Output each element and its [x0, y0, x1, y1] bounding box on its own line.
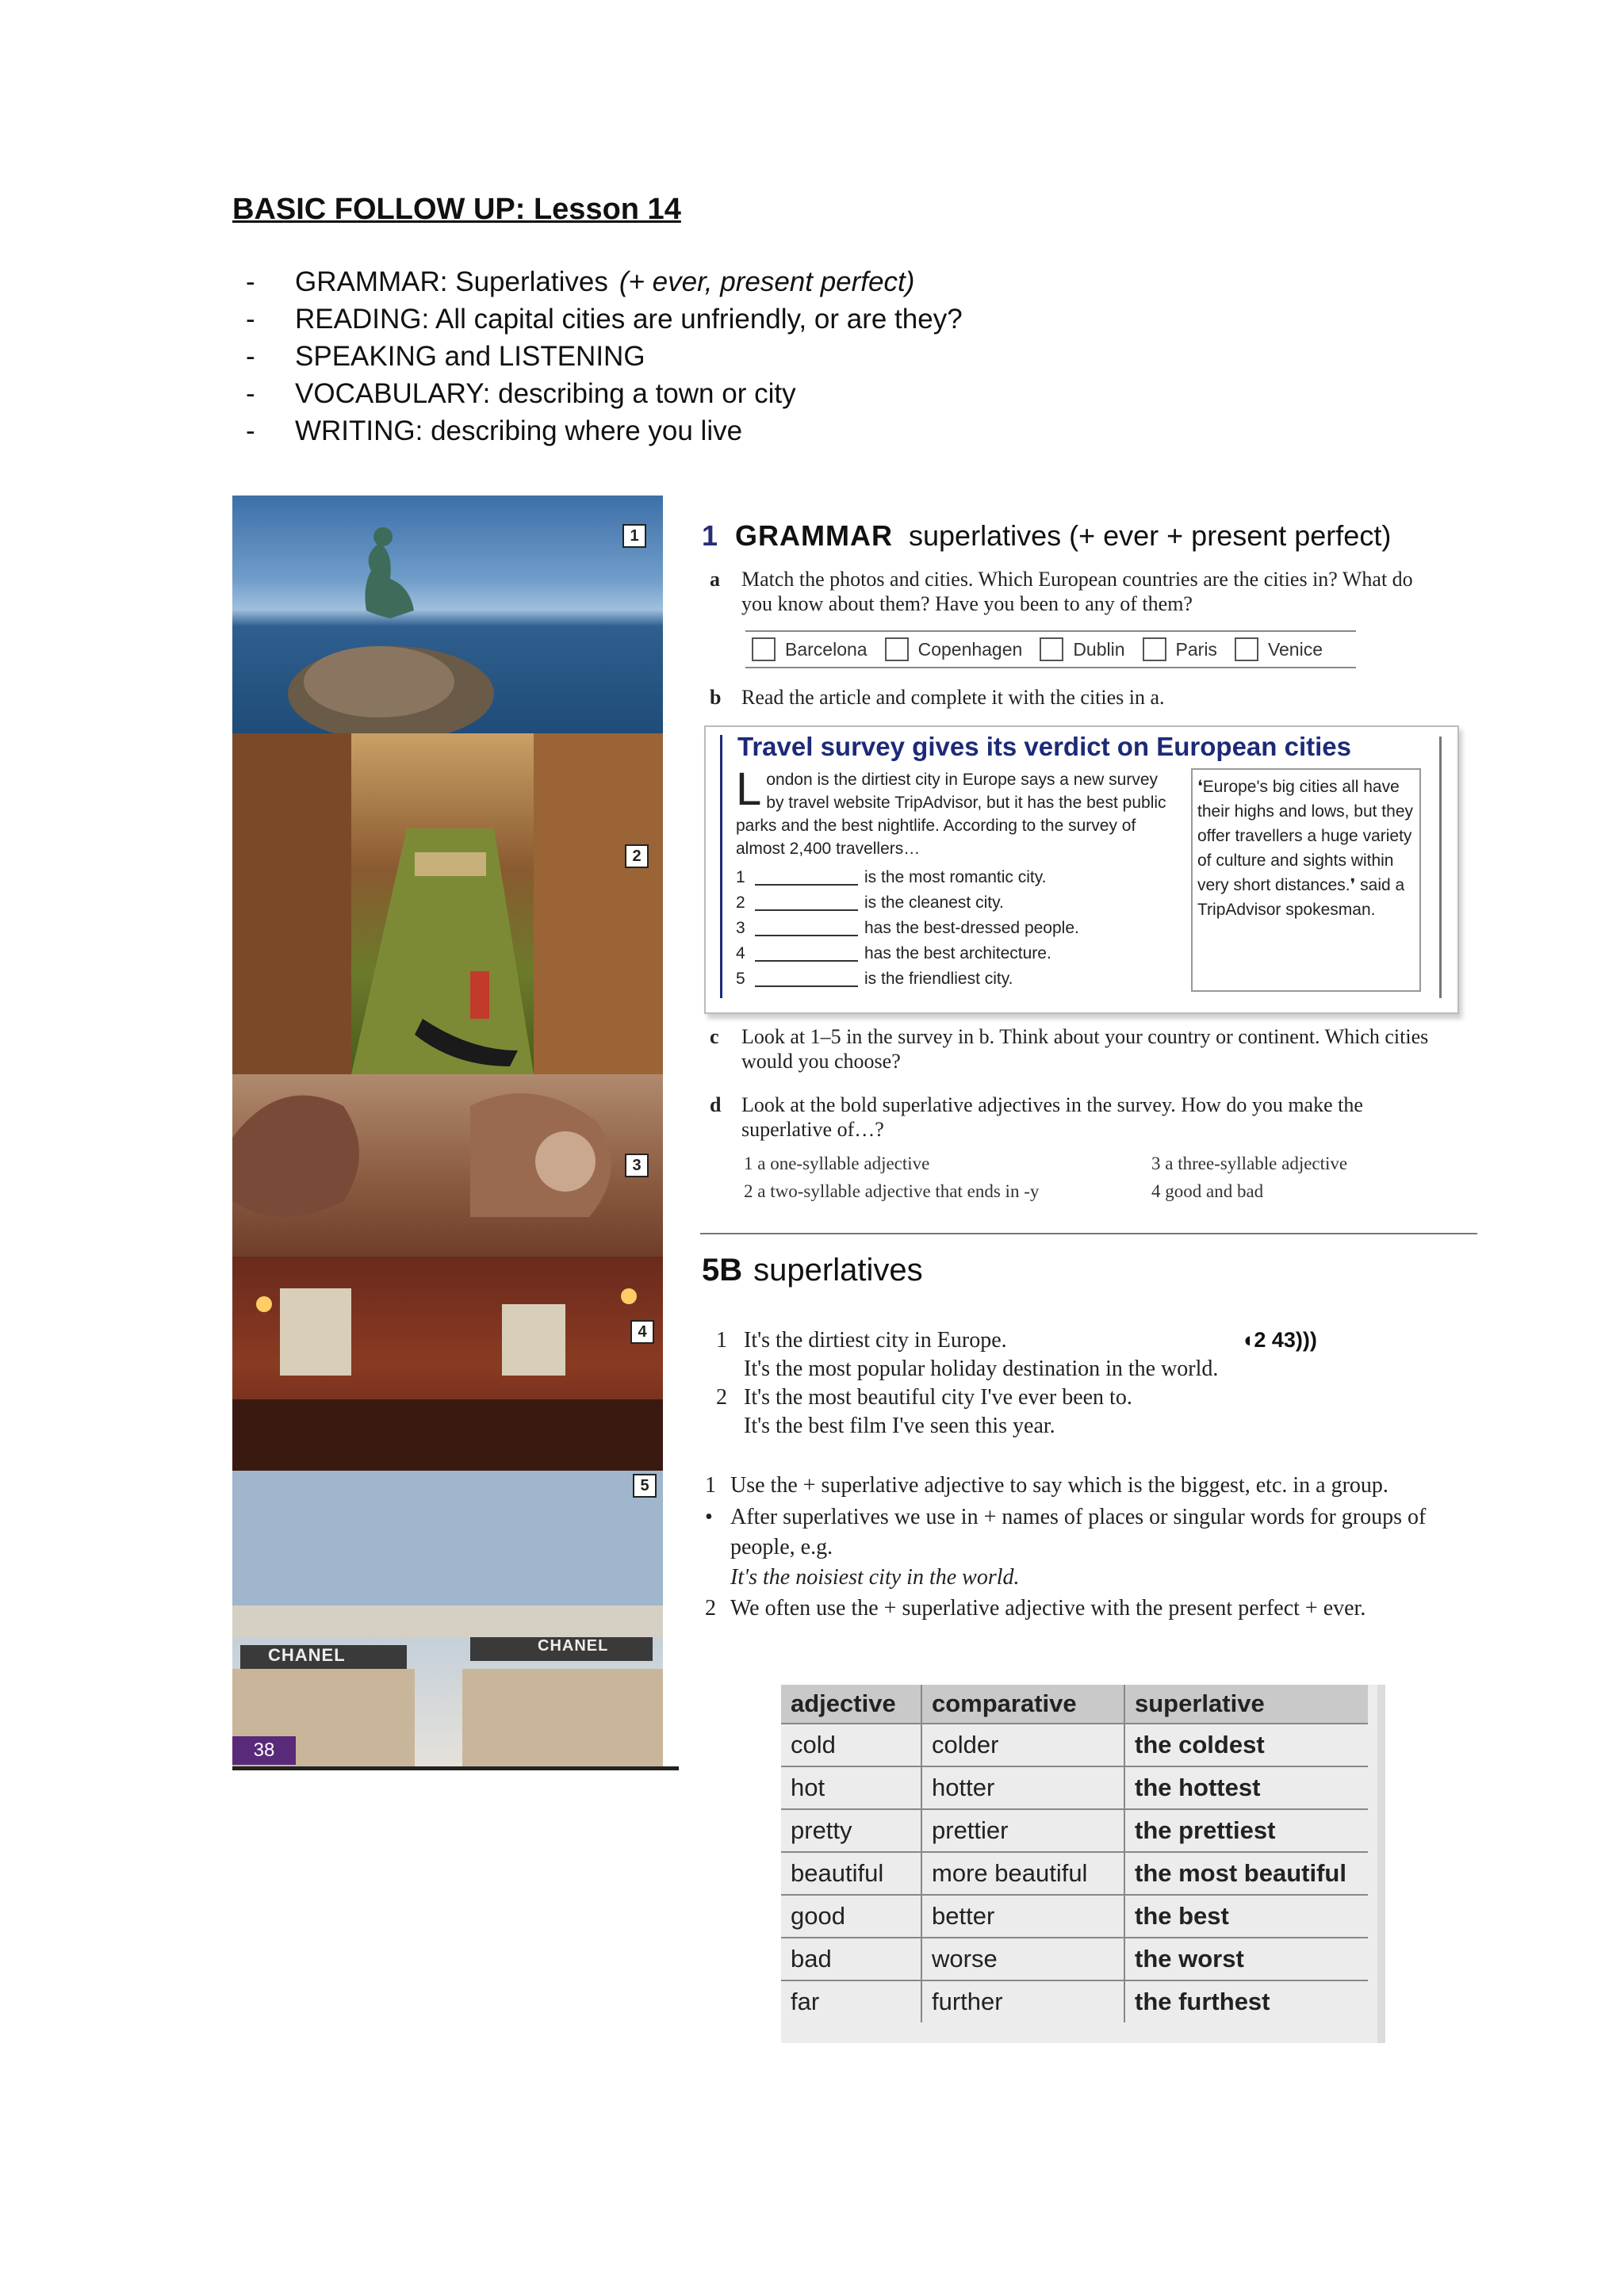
table-cell: worse [921, 1938, 1124, 1980]
article-box [704, 725, 1459, 1014]
list-item: 3 a three-syllable adjective [1151, 1154, 1348, 1173]
table-row [781, 1938, 1368, 1980]
city-option[interactable] [885, 637, 1023, 661]
topic-text: READING: All capital cities are unfriendly, or are they? [295, 304, 963, 335]
city-option[interactable] [1040, 637, 1124, 661]
example-line: It's the best film I've seen this year. [744, 1414, 1055, 1438]
example-line: It's the most popular holiday destination in the world. [744, 1357, 1219, 1381]
table-cell: bad [781, 1938, 921, 1980]
item-text: is the cleanest city. [864, 894, 1004, 912]
survey-item [736, 865, 1180, 890]
table-cell: the worst [1124, 1938, 1368, 1980]
example-line: It's the most beautiful city I've ever been to. [744, 1385, 1132, 1410]
section-code: 5B [702, 1253, 743, 1288]
item-number: 5 [736, 970, 745, 988]
example-number: 2 [716, 1385, 727, 1410]
task-text: Match the photos and cities. Which European countries are the cities in? What do you know about them? Have you been to any of them? [741, 568, 1413, 615]
rule-marker: 2 [705, 1596, 716, 1621]
table-cell: hot [781, 1766, 921, 1809]
section-number: 1 [702, 519, 718, 552]
column-header: comparative [921, 1685, 1124, 1724]
list-item [246, 263, 1197, 300]
table-cell: colder [921, 1724, 1124, 1766]
item-text: is the friendliest city. [864, 970, 1013, 988]
shop-sign: CHANEL [538, 1637, 609, 1655]
topic-list [246, 263, 1197, 450]
divider [232, 1766, 679, 1770]
table-cell: better [921, 1895, 1124, 1938]
photo-shops [232, 1471, 663, 1768]
table-cell: further [921, 1980, 1124, 2022]
rule-text: After superlatives we use in + names of places or singular words for groups of people, e.g. [730, 1505, 1427, 1559]
table-row [781, 1724, 1368, 1766]
task-text: Read the article and complete it with the cities in a. [741, 686, 1165, 709]
divider [1439, 737, 1442, 998]
checkbox[interactable] [752, 637, 776, 661]
table-row [781, 1895, 1368, 1938]
answer-blank[interactable] [755, 946, 858, 962]
list-item [246, 412, 1197, 450]
item-text: has the best architecture. [864, 944, 1051, 962]
list-item [246, 338, 1197, 375]
table-cell: more beautiful [921, 1852, 1124, 1895]
photo-collage [232, 496, 663, 1768]
answer-blank[interactable] [755, 895, 858, 911]
item-number: 4 [736, 944, 745, 962]
table-row [781, 1980, 1368, 2022]
city-label: Venice [1267, 638, 1323, 660]
superlatives-table [781, 1685, 1385, 2043]
table-cell: the best [1124, 1895, 1368, 1938]
city-label: Copenhagen [917, 638, 1023, 660]
photo-number-badge: 4 [630, 1320, 654, 1344]
answer-blank[interactable] [755, 971, 858, 987]
section-subtitle: superlatives (+ ever + present perfect) [909, 519, 1392, 552]
topic-text: SPEAKING and LISTENING [295, 341, 645, 372]
pub-facade-illustration [232, 1257, 663, 1471]
photo-number-badge: 1 [622, 524, 646, 548]
answer-blank[interactable] [755, 920, 858, 936]
article-title: Travel survey gives its verdict on European cities [737, 732, 1352, 761]
article-text: ondon is the dirtiest city in Europe says a new survey by travel website TripAdvisor, but it has the best public parks and the best nightlife. According to the survey of almost 2,400 travellers… [736, 771, 1166, 858]
table-cell: the most beautiful [1124, 1852, 1368, 1895]
list-item: 4 good and bad [1151, 1181, 1264, 1201]
track-number: 2 43 [1254, 1328, 1296, 1352]
rule-marker: 1 [705, 1473, 716, 1498]
section-heading [702, 1253, 923, 1288]
city-checklist [745, 630, 1356, 668]
section-heading [702, 519, 1391, 553]
checkbox[interactable] [1040, 637, 1063, 661]
item-number: 1 [736, 868, 745, 886]
topic-text: GRAMMAR: Superlatives [295, 266, 608, 297]
table-cell: prettier [921, 1809, 1124, 1852]
city-label: Paris [1175, 638, 1217, 660]
task-letter: d [710, 1093, 722, 1116]
city-label: Dublin [1073, 638, 1125, 660]
task-c [710, 1024, 1439, 1078]
table-cell: the furthest [1124, 1980, 1368, 2022]
article-intro [736, 763, 1180, 860]
photo-mermaid [232, 496, 663, 733]
example-number: 1 [716, 1328, 727, 1353]
item-text: is the most romantic city. [864, 868, 1047, 886]
section-title: GRAMMAR [735, 519, 894, 552]
table-cell: the hottest [1124, 1766, 1368, 1809]
survey-item [736, 941, 1180, 966]
table-header-row [781, 1685, 1368, 1724]
rule-text: We often use the + superlative adjective with the present perfect + ever. [730, 1596, 1366, 1621]
city-option[interactable] [1143, 637, 1217, 661]
shopfront-illustration [232, 1471, 663, 1768]
rule-text: Use the + superlative adjective to say which is the biggest, etc. in a group. [730, 1473, 1388, 1498]
page-number: 38 [232, 1736, 296, 1765]
task-text: Look at the bold superlative adjectives in the survey. How do you make the superlative of…? [741, 1093, 1363, 1141]
task-letter: c [710, 1025, 719, 1048]
topic-text: WRITING: describing where you live [295, 415, 743, 446]
photo-footer [232, 1736, 676, 1768]
survey-item [736, 890, 1180, 916]
table-row [781, 1766, 1368, 1809]
table-cell: hotter [921, 1766, 1124, 1809]
city-option[interactable] [1235, 637, 1323, 661]
photo-canal [232, 733, 663, 1074]
gaudi-building-illustration [232, 1074, 663, 1257]
item-text: has the best-dressed people. [864, 919, 1079, 937]
list-item [246, 375, 1197, 412]
mermaid-statue-illustration [232, 496, 663, 733]
spokesman-quote: ❛Europe's big cities all have their highs and lows, but they offer travellers a huge variety of culture and sights within very short distances.❜ said a TripAdvisor spokesman. [1191, 768, 1421, 992]
speaker-icon: ))) [1295, 1328, 1317, 1352]
audio-icon: ◖ [1241, 1328, 1254, 1352]
list-item [246, 300, 1197, 338]
table-row [781, 1852, 1368, 1895]
table-cell: the prettiest [1124, 1809, 1368, 1852]
bullet-dash: - [246, 266, 255, 297]
item-number: 3 [736, 919, 745, 937]
photo-pub [232, 1257, 663, 1471]
photo-number-badge: 3 [625, 1154, 649, 1177]
bullet-dash: - [246, 304, 255, 335]
table-cell: pretty [781, 1809, 921, 1852]
bullet-dash: - [246, 415, 255, 446]
table-cell: the coldest [1124, 1724, 1368, 1766]
task-letter: a [710, 568, 720, 591]
table-cell: cold [781, 1724, 921, 1766]
list-item: 2 a two-syllable adjective that ends in -y [744, 1181, 1040, 1201]
divider [720, 735, 722, 998]
checkbox[interactable] [885, 637, 909, 661]
task-b [710, 685, 1439, 712]
table-row [781, 1809, 1368, 1852]
rule-marker: • [705, 1505, 713, 1529]
photo-architecture [232, 1074, 663, 1257]
section-title: superlatives [753, 1253, 923, 1288]
canal-illustration [232, 733, 663, 1074]
survey-item [736, 966, 1180, 992]
topic-note: (+ ever, present perfect) [619, 266, 915, 297]
column-header: superlative [1124, 1685, 1368, 1724]
table-cell: far [781, 1980, 921, 2022]
table-cell: beautiful [781, 1852, 921, 1895]
task-d [710, 1093, 1439, 1146]
list-item: 1 a one-syllable adjective [744, 1154, 930, 1173]
photo-number-badge: 2 [625, 844, 649, 868]
divider [700, 1233, 1477, 1234]
task-a [710, 567, 1439, 622]
survey-item [736, 916, 1180, 941]
answer-blank[interactable] [755, 870, 858, 886]
bullet-dash: - [246, 341, 255, 372]
task-text: Look at 1–5 in the survey in b. Think about your country or continent. Which cities would you choose? [741, 1025, 1429, 1073]
checkbox[interactable] [1235, 637, 1258, 661]
photo-number-badge: 5 [633, 1474, 657, 1498]
checkbox[interactable] [1143, 637, 1166, 661]
drop-cap: L [736, 763, 762, 815]
shop-sign: CHANEL [268, 1645, 346, 1665]
topic-text: VOCABULARY: describing a town or city [295, 378, 796, 409]
city-label: Barcelona [785, 638, 868, 660]
column-header: adjective [781, 1685, 921, 1724]
page-title: BASIC FOLLOW UP: Lesson 14 [232, 193, 681, 226]
task-letter: b [710, 686, 722, 709]
item-number: 2 [736, 894, 745, 912]
example-line: It's the dirtiest city in Europe. [744, 1328, 1007, 1353]
bullet-dash: - [246, 378, 255, 409]
city-option[interactable] [752, 637, 868, 661]
rule-example: It's the noisiest city in the world. [730, 1565, 1020, 1590]
table-cell: good [781, 1895, 921, 1938]
